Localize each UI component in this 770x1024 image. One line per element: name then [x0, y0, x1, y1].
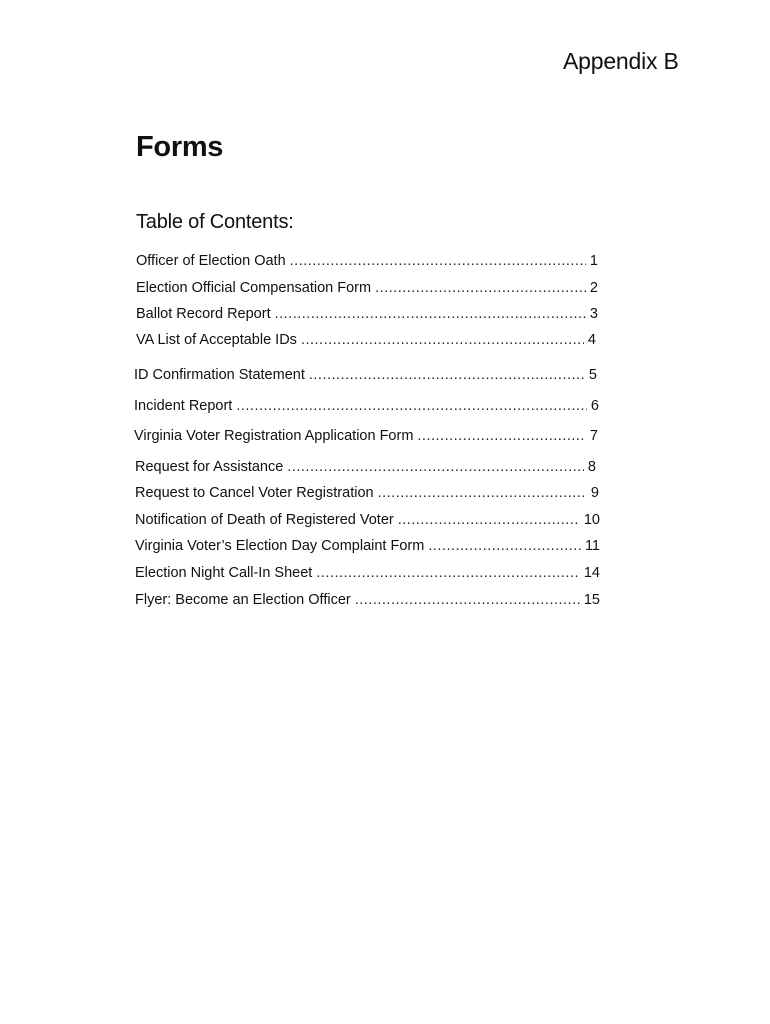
appendix-label: Appendix B	[563, 48, 679, 74]
toc-dot-leader	[301, 331, 584, 349]
toc-dot-leader	[290, 252, 586, 270]
toc-heading: Table of Contents:	[136, 211, 294, 233]
toc-item-id-confirmation-statement[interactable]	[134, 366, 597, 384]
toc-item-title: Officer of Election Oath	[136, 253, 286, 269]
toc-item-page: 4	[587, 332, 596, 348]
toc-dot-leader	[375, 279, 586, 297]
toc-dot-leader	[287, 458, 584, 476]
toc-item-election-night-call-in-sheet[interactable]	[135, 564, 600, 582]
toc-item-page: 2	[589, 280, 598, 296]
toc-item-page: 8	[587, 459, 596, 475]
toc-dot-leader	[398, 511, 580, 529]
toc-dot-leader	[378, 484, 587, 502]
toc-item-page: 9	[590, 485, 599, 501]
page-title: Forms	[136, 131, 224, 163]
toc-item-title: Request to Cancel Voter Registration	[135, 485, 374, 501]
toc-item-title: Election Night Call-In Sheet	[135, 565, 313, 581]
toc-item-title: VA List of Acceptable IDs	[136, 332, 297, 348]
toc-item-title: Virginia Voter’s Election Day Complaint Form	[135, 538, 425, 554]
toc-item-request-to-cancel-voter-registration[interactable]	[135, 484, 599, 502]
toc-item-flyer-become-an-election-officer[interactable]	[135, 591, 600, 609]
toc-dot-leader	[316, 564, 580, 582]
toc-item-title: Election Official Compensation Form	[136, 280, 372, 296]
toc-item-title: Incident Report	[134, 398, 233, 414]
toc-item-virginia-voters-election-day-complaint-form[interactable]	[135, 537, 600, 555]
toc-item-ballot-record-report[interactable]	[136, 305, 598, 323]
toc-dot-leader	[309, 366, 585, 384]
toc-item-page: 15	[583, 592, 600, 608]
toc-item-title: Request for Assistance	[135, 459, 284, 475]
toc-item-page: 1	[589, 253, 598, 269]
toc-dot-leader	[236, 397, 587, 415]
toc-item-page: 3	[589, 306, 598, 322]
toc-dot-leader	[417, 427, 586, 445]
toc-dot-leader	[355, 591, 580, 609]
toc-item-request-for-assistance[interactable]	[135, 458, 596, 476]
toc-item-title: ID Confirmation Statement	[134, 367, 305, 383]
toc-dot-leader	[275, 305, 586, 323]
toc-item-page: 14	[583, 565, 600, 581]
toc-dot-leader	[428, 537, 581, 555]
toc-item-page: 6	[590, 398, 599, 414]
toc-item-election-official-compensation-form[interactable]	[136, 279, 598, 297]
toc-item-officer-of-election-oath[interactable]	[136, 252, 598, 270]
toc-item-incident-report[interactable]	[134, 397, 599, 415]
toc-item-page: 10	[583, 512, 600, 528]
toc-item-title: Notification of Death of Registered Voter	[135, 512, 394, 528]
toc-item-page: 11	[584, 538, 600, 554]
toc-item-page: 7	[589, 428, 598, 444]
toc-item-notification-of-death-of-registered-voter[interactable]	[135, 511, 600, 529]
toc-item-page: 5	[588, 367, 597, 383]
toc-item-va-list-of-acceptable-ids[interactable]	[136, 331, 596, 349]
toc-item-title: Ballot Record Report	[136, 306, 271, 322]
toc-item-title: Virginia Voter Registration Application Form	[134, 428, 414, 444]
toc-item-virginia-voter-registration-application-form[interactable]	[134, 427, 598, 445]
toc-item-title: Flyer: Become an Election Officer	[135, 592, 351, 608]
